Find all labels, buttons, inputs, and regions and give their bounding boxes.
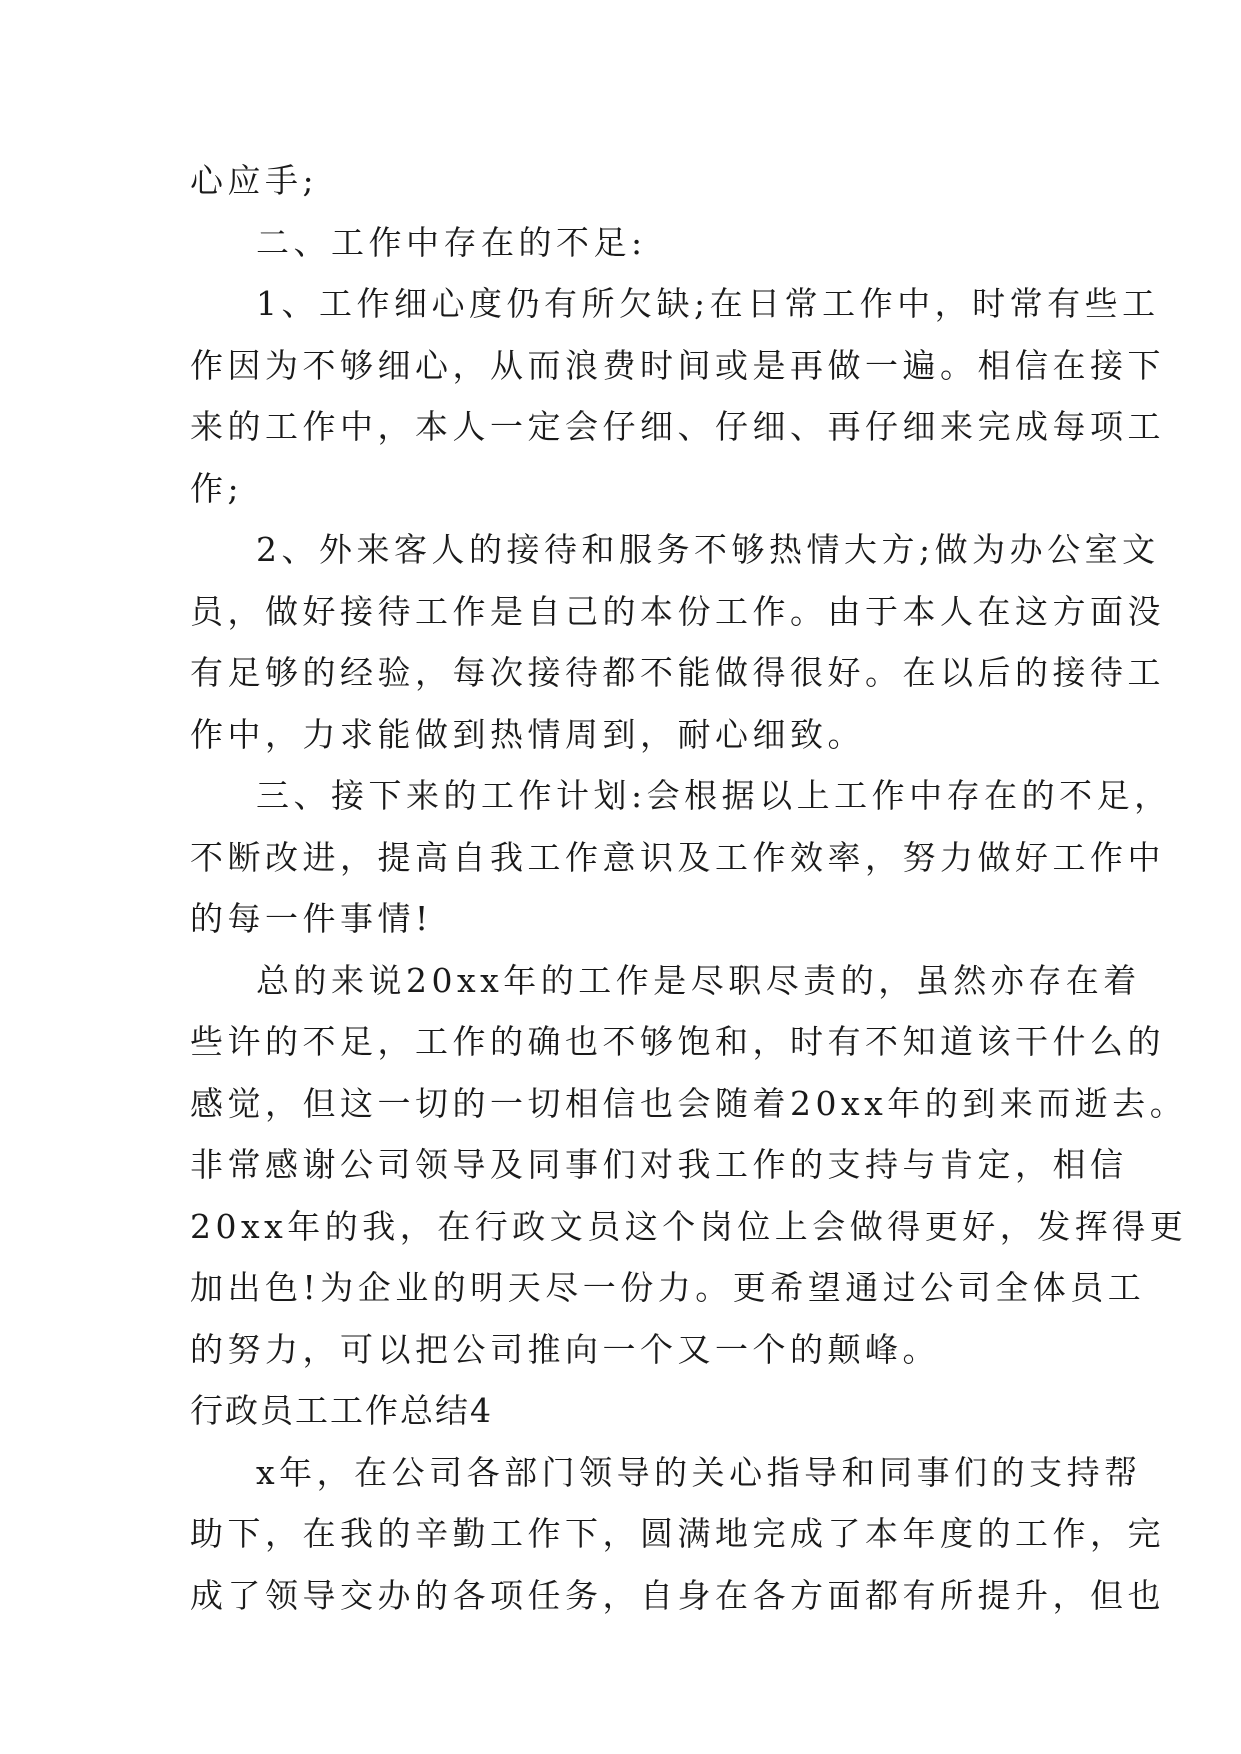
text-line: 来的工作中，本人一定会仔细、仔细、再仔细来完成每项工 — [190, 407, 1165, 446]
text-line: 2、外来客人的接待和服务不够热情大方;做为办公室文 — [256, 530, 1160, 569]
text-line: 有足够的经验，每次接待都不能做得很好。在以后的接待工 — [190, 653, 1165, 692]
text-line: 的每一件事情! — [190, 899, 433, 938]
text-line: 心应手; — [190, 161, 319, 200]
section-heading: 二、工作中存在的不足: — [256, 222, 647, 262]
text-line: 非常感谢公司领导及同事们对我工作的支持与肯定，相信 — [190, 1145, 1128, 1184]
text-line: 作因为不够细心，从而浪费时间或是再做一遍。相信在接下 — [190, 345, 1165, 385]
section-heading: 三、接下来的工作计划:会根据以上工作中存在的不足， — [256, 776, 1172, 815]
text-line: 的努力，可以把公司推向一个又一个的颠峰。 — [190, 1329, 940, 1369]
document-title: 行政员工工作总结4 — [190, 1391, 493, 1430]
text-line: 成了领导交办的各项任务，自身在各方面都有所提升，但也 — [190, 1575, 1165, 1615]
text-line: 感觉，但这一切的一切相信也会随着20xx年的到来而逝去。 — [190, 1083, 1188, 1123]
text-line: 不断改进，提高自我工作意识及工作效率，努力做好工作中 — [190, 837, 1165, 877]
text-line: x年，在公司各部门领导的关心指导和同事们的支持帮 — [256, 1452, 1142, 1492]
text-line: 20xx年的我，在行政文员这个岗位上会做得更好，发挥得更 — [190, 1206, 1188, 1246]
text-line: 助下，在我的辛勤工作下，圆满地完成了本年度的工作，完 — [190, 1514, 1165, 1553]
text-line: 1、工作细心度仍有所欠缺;在日常工作中，时常有些工 — [256, 284, 1160, 323]
text-line: 作中，力求能做到热情周到，耐心细致。 — [190, 714, 865, 754]
text-line: 作; — [190, 468, 244, 508]
text-line: 些许的不足，工作的确也不够饱和，时有不知道该干什么的 — [190, 1022, 1165, 1061]
text-line: 员，做好接待工作是自己的本份工作。由于本人在这方面没 — [190, 591, 1165, 631]
text-line: 加出色!为企业的明天尽一份力。更希望通过公司全体员工 — [190, 1268, 1146, 1307]
document-body — [190, 150, 1188, 1626]
text-line: 总的来说20xx年的工作是尽职尽责的，虽然亦存在着 — [256, 960, 1141, 1000]
